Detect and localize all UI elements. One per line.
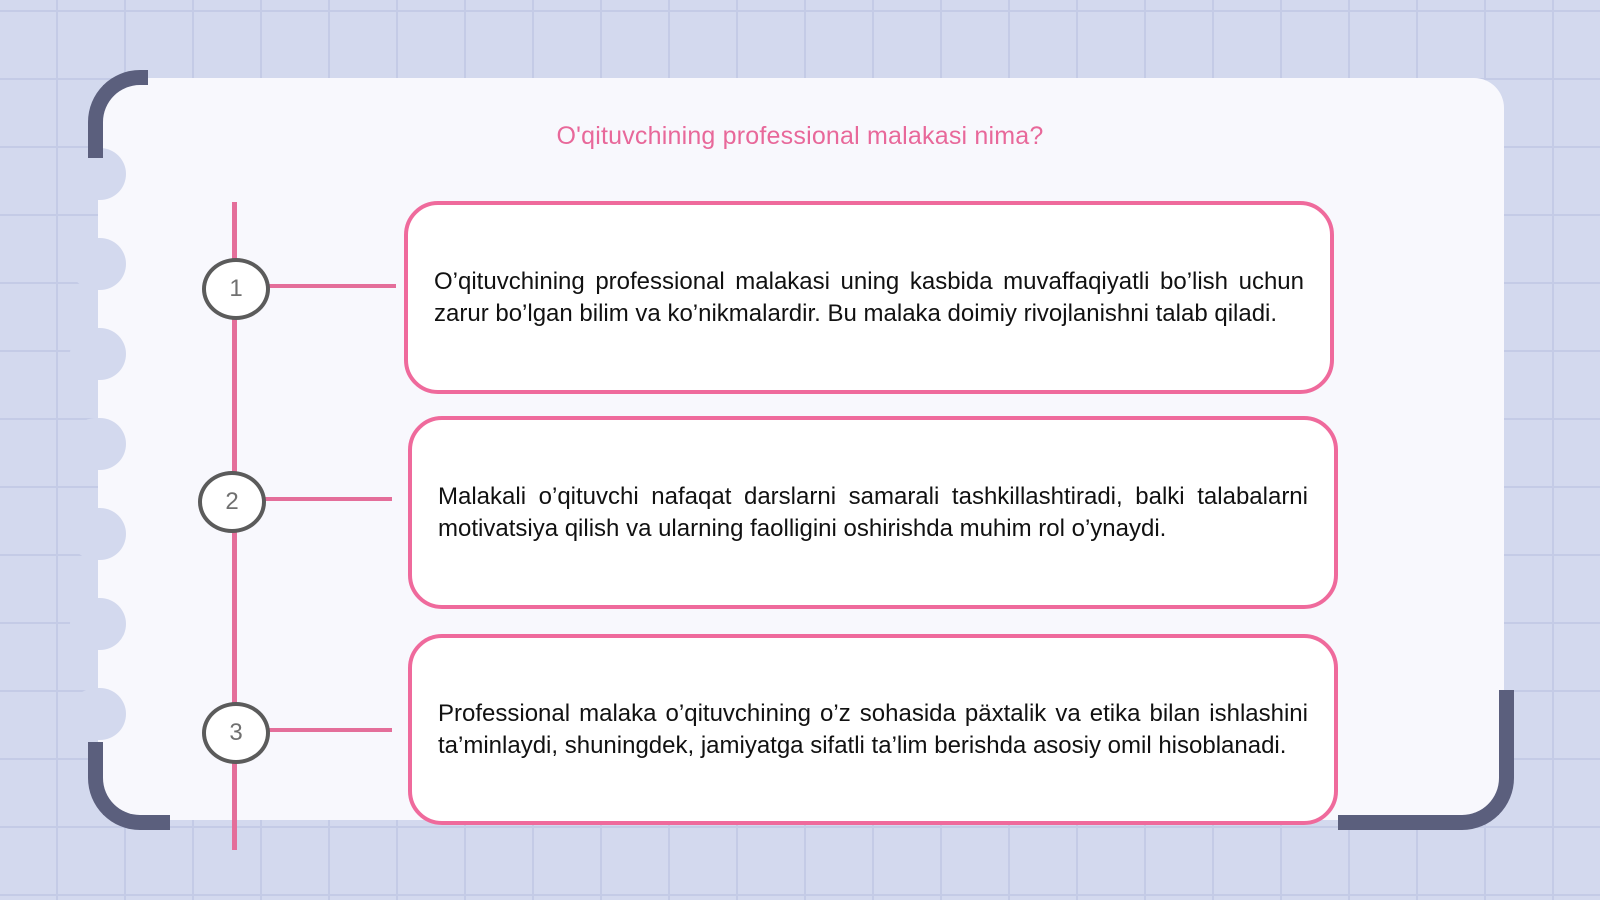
step-number-2: 2 — [198, 471, 266, 533]
step-number-1: 1 — [202, 258, 270, 320]
binder-notch — [70, 328, 126, 380]
binder-notch — [70, 418, 126, 470]
corner-bracket-bottom-left — [88, 742, 170, 830]
point-box-2 — [408, 416, 1338, 609]
step-number-3: 3 — [202, 702, 270, 764]
timeline-connector — [266, 284, 396, 288]
point-box-3 — [408, 634, 1338, 825]
point-box-1 — [404, 201, 1334, 394]
point-text-3: Professional malaka o’qituvchining o’z sohasida päxtalik va etika bilan ishlashini ta’minlaydi, shuningdek, jamiyatga sifatli ta’lim berishda asosiy omil hisoblanadi. — [438, 699, 1308, 759]
corner-bracket-bottom-right — [1338, 690, 1514, 830]
binder-notch — [70, 238, 126, 290]
timeline-connector — [262, 497, 392, 501]
timeline-connector — [266, 728, 392, 732]
binder-notch — [70, 598, 126, 650]
corner-bracket-top-left — [88, 70, 148, 158]
slide-title: O'qituvchining professional malakasi nima? — [556, 122, 1044, 150]
point-text-1: O’qituvchining professional malakasi uning kasbida muvaffaqiyatli bo’lish uchun zarur bo’lgan bilim va ko’nikmalardir. Bu malaka doimiy rivojlanishni talab qiladi. — [434, 267, 1304, 327]
binder-notch — [70, 688, 126, 740]
binder-notch — [70, 508, 126, 560]
point-text-2: Malakali o’qituvchi nafaqat darslarni samarali tashkillashtiradi, balki talabalarni motivatsiya qilish va ularning faolligini oshirishda muhim rol o’ynaydi. — [438, 482, 1308, 542]
